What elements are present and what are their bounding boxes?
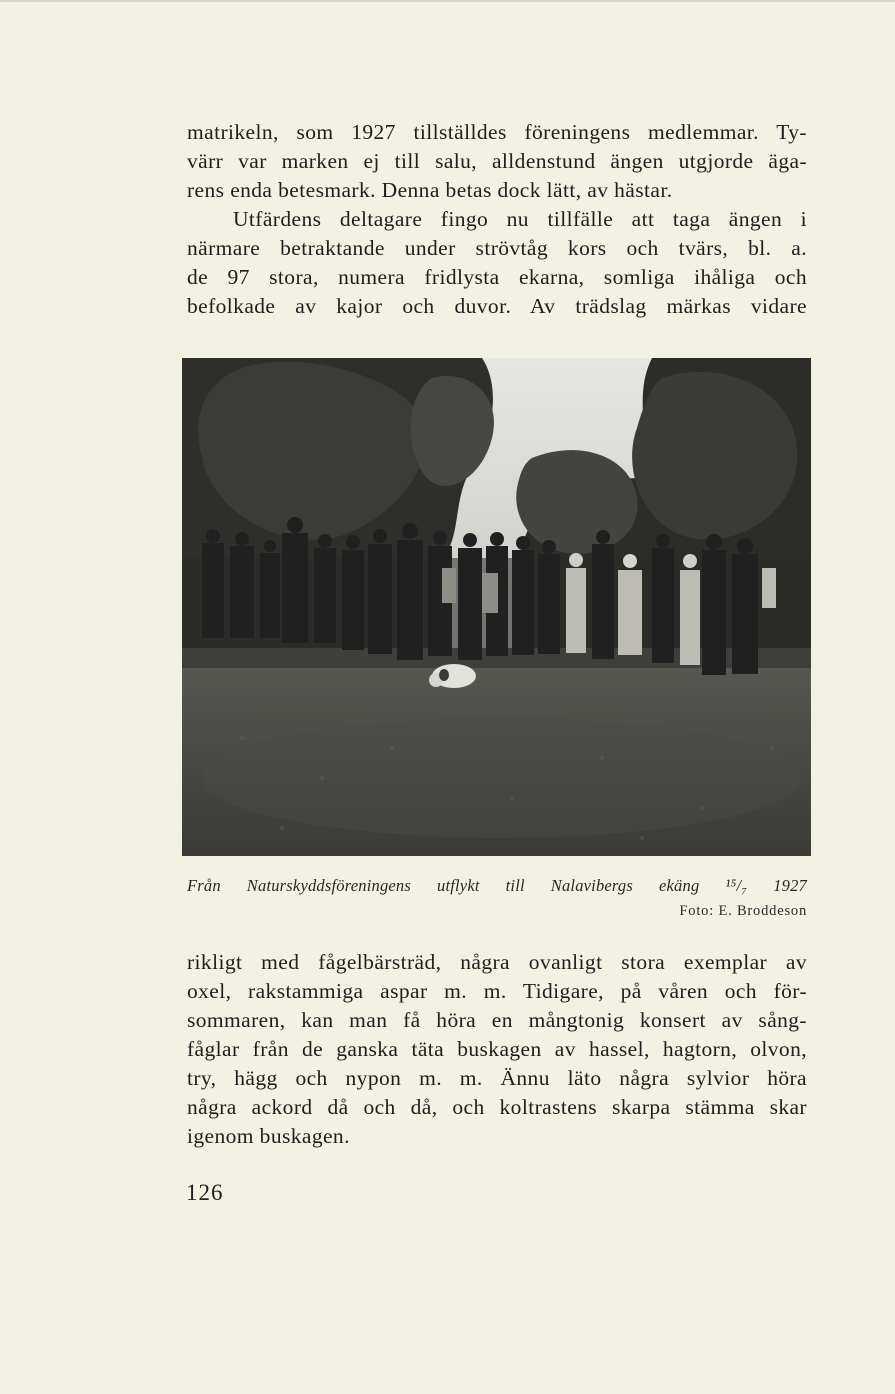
paragraph-top [187,118,807,321]
text-line: matrikeln, som 1927 tillställdes föreningens medlemmar. Ty- [187,120,807,144]
photo-caption: Från Naturskyddsföreningens utflykt till Nalavibergs ekäng ¹⁵/₇ 1927 [187,876,807,895]
page-edge [0,0,895,2]
text-line: rens enda betesmark. Denna betas dock lätt, av hästar. [187,178,673,202]
text-line: rikligt med fågelbärsträd, några ovanligt stora exemplar av [187,950,807,974]
text-line: Utfärdens deltagare fingo nu tillfälle att taga ängen i [233,207,807,231]
page-number: 126 [186,1180,224,1205]
group-photograph [182,358,811,856]
text-line: oxel, rakstammiga aspar m. m. Tidigare, på våren och för- [187,979,807,1003]
text-line: fåglar från de ganska täta buskagen av hassel, hagtorn, olvon, [187,1037,807,1061]
text-line: de 97 stora, numera fridlysta ekarna, somliga ihåliga och [187,265,807,289]
text-line: sommaren, kan man få höra en mångtonig konsert av sång- [187,1008,807,1032]
text-line: try, hägg och nypon m. m. Ännu läto några sylvior höra [187,1066,807,1090]
text-line: befolkade av kajor och duvor. Av trädslag märkas vidare [187,294,807,318]
text-line: några ackord då och då, och koltrastens skarpa stämma skar [187,1095,807,1119]
text-line: värr var marken ej till salu, alldenstund ängen utgjorde äga- [187,149,807,173]
text-line: igenom buskagen. [187,1124,350,1148]
paragraph-bottom [187,948,807,1151]
text-line: närmare betraktande under strövtåg kors och tvärs, bl. a. [187,236,807,260]
photo-credit: Foto: E. Broddeson [679,903,807,919]
